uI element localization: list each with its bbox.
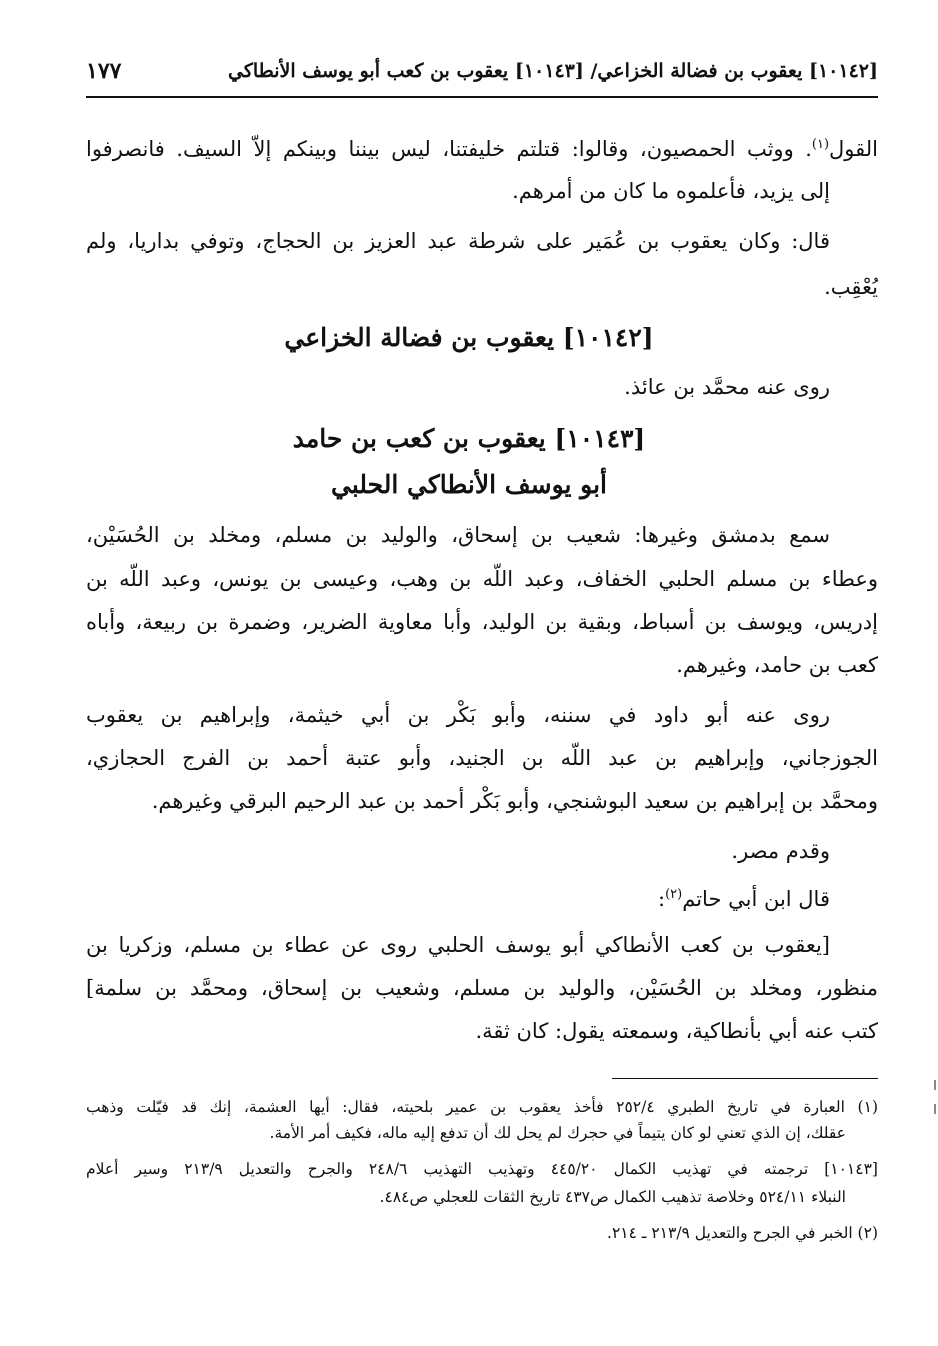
entry-heading: [١٠١٤٣] يعقوب بن كعب بن حامد xyxy=(292,424,646,453)
footnote-separator xyxy=(612,1078,878,1079)
body-line: الجوزجاني، وإبراهيم بن عبد اللّه بن الجنيد، وأبو عتبة أحمد بن الفرج الحجازي، xyxy=(86,746,878,770)
running-title: [١٠١٤٢] يعقوب بن فضالة الخزاعي/ [١٠١٤٣] يعقوب بن كعب أبو يوسف الأنطاكي xyxy=(228,60,878,82)
body-line: قال ابن أبي حاتم$^{(٢)}$: xyxy=(658,887,830,911)
entry-heading: [١٠١٤٢] يعقوب بن فضالة الخزاعي xyxy=(284,323,654,352)
scan-mark xyxy=(934,1080,936,1090)
body-line: قال: وكان يعقوب بن عُمَير على شرطة عبد العزيز بن الحجاج، وتوفي بداريا، ولم xyxy=(86,229,830,253)
body-line: منظور، ومخلد بن الحُسَيْن، والوليد بن مسلم، وشعيب بن إسحاق، ومحمَّد بن سلمة] xyxy=(86,976,878,1000)
body-line: سمع بدمشق وغيرها: شعيب بن إسحاق، والوليد بن مسلم، ومخلد بن الحُسَيْن، xyxy=(86,523,830,547)
page-header xyxy=(86,56,878,98)
entry-subheading: أبو يوسف الأنطاكي الحلبي xyxy=(330,470,607,499)
footnote-line: (١) العبارة في تاريخ الطبري ٢٥٢/٤ فأخذ يعقوب بن عمير بلحيته، فقال: أيها العشمة، إنك قد فيّلت وذهب xyxy=(86,1098,878,1116)
body-line: وعطاء بن مسلم الحلبي الخفاف، وعبد اللّه بن وهب، وعيسى بن يونس، وعبد اللّه بن xyxy=(86,567,878,591)
body-line: [يعقوب بن كعب الأنطاكي أبو يوسف الحلبي روى عن عطاء بن مسلم، وزكريا بن xyxy=(86,933,830,957)
footnote-line: النبلاء ٥٢٤/١١ وخلاصة تذهيب الكمال ص٤٣٧ تاريخ الثقات للعجلي ص٤٨٤. xyxy=(379,1188,846,1206)
body-line: روى عنه محمَّد بن عائذ. xyxy=(624,375,830,399)
footnote-ref[interactable]: (٢) xyxy=(665,887,683,902)
footnote-line: (٢) الخبر في الجرح والتعديل ٢١٣/٩ ـ ٢١٤. xyxy=(607,1224,878,1242)
body-line: وقدم مصر. xyxy=(731,839,830,863)
body-line: يُعْقِب. xyxy=(824,275,878,299)
page-number: ١٧٧ xyxy=(86,58,122,84)
body-line: كعب بن حامد، وغيرهم. xyxy=(676,653,878,677)
body-line: ومحمَّد بن إبراهيم بن سعيد البوشنجي، وأبو بَكْر أحمد بن عبد الرحيم البرقي وغيرهم. xyxy=(151,789,878,813)
scan-mark xyxy=(934,1104,936,1114)
footnote-ref[interactable]: (١) xyxy=(811,137,830,152)
body-line: إدريس، ويوسف بن أسباط، وبقية بن الوليد، وأبا معاوية الضرير، وضمرة بن ربيعة، وأباه xyxy=(86,610,878,634)
body-line: روى عنه أبو داود في سننه، وأبو بَكْر بن أبي خيثمة، وإبراهيم بن يعقوب xyxy=(86,703,830,727)
body-line: القول$^{(١)}$. ووثب الحمصيون، وقالوا: قتلتم خليفتنا، ليس بيننا وبينكم إلاّ السيف. فانصرفوا xyxy=(86,137,878,161)
body-line: إلى يزيد، فأعلموه ما كان من أمرهم. xyxy=(512,179,830,203)
body-line: كتب عنه أبي بأنطاكية، وسمعته يقول: كان ثقة. xyxy=(475,1019,878,1043)
footnote-line: عقلك، إن الذي تعني لو كان يتيماً في حجرك لم يحل لك أن تدفع إليه ماله، فكيف أمر الأمة. xyxy=(269,1124,846,1142)
footnote-line: [١٠١٤٣] ترجمته في تهذيب الكمال ٤٤٥/٢٠ وتهذيب التهذيب ٢٤٨/٦ والجرح والتعديل ٢١٣/٩ وسير أعلام xyxy=(86,1160,878,1178)
